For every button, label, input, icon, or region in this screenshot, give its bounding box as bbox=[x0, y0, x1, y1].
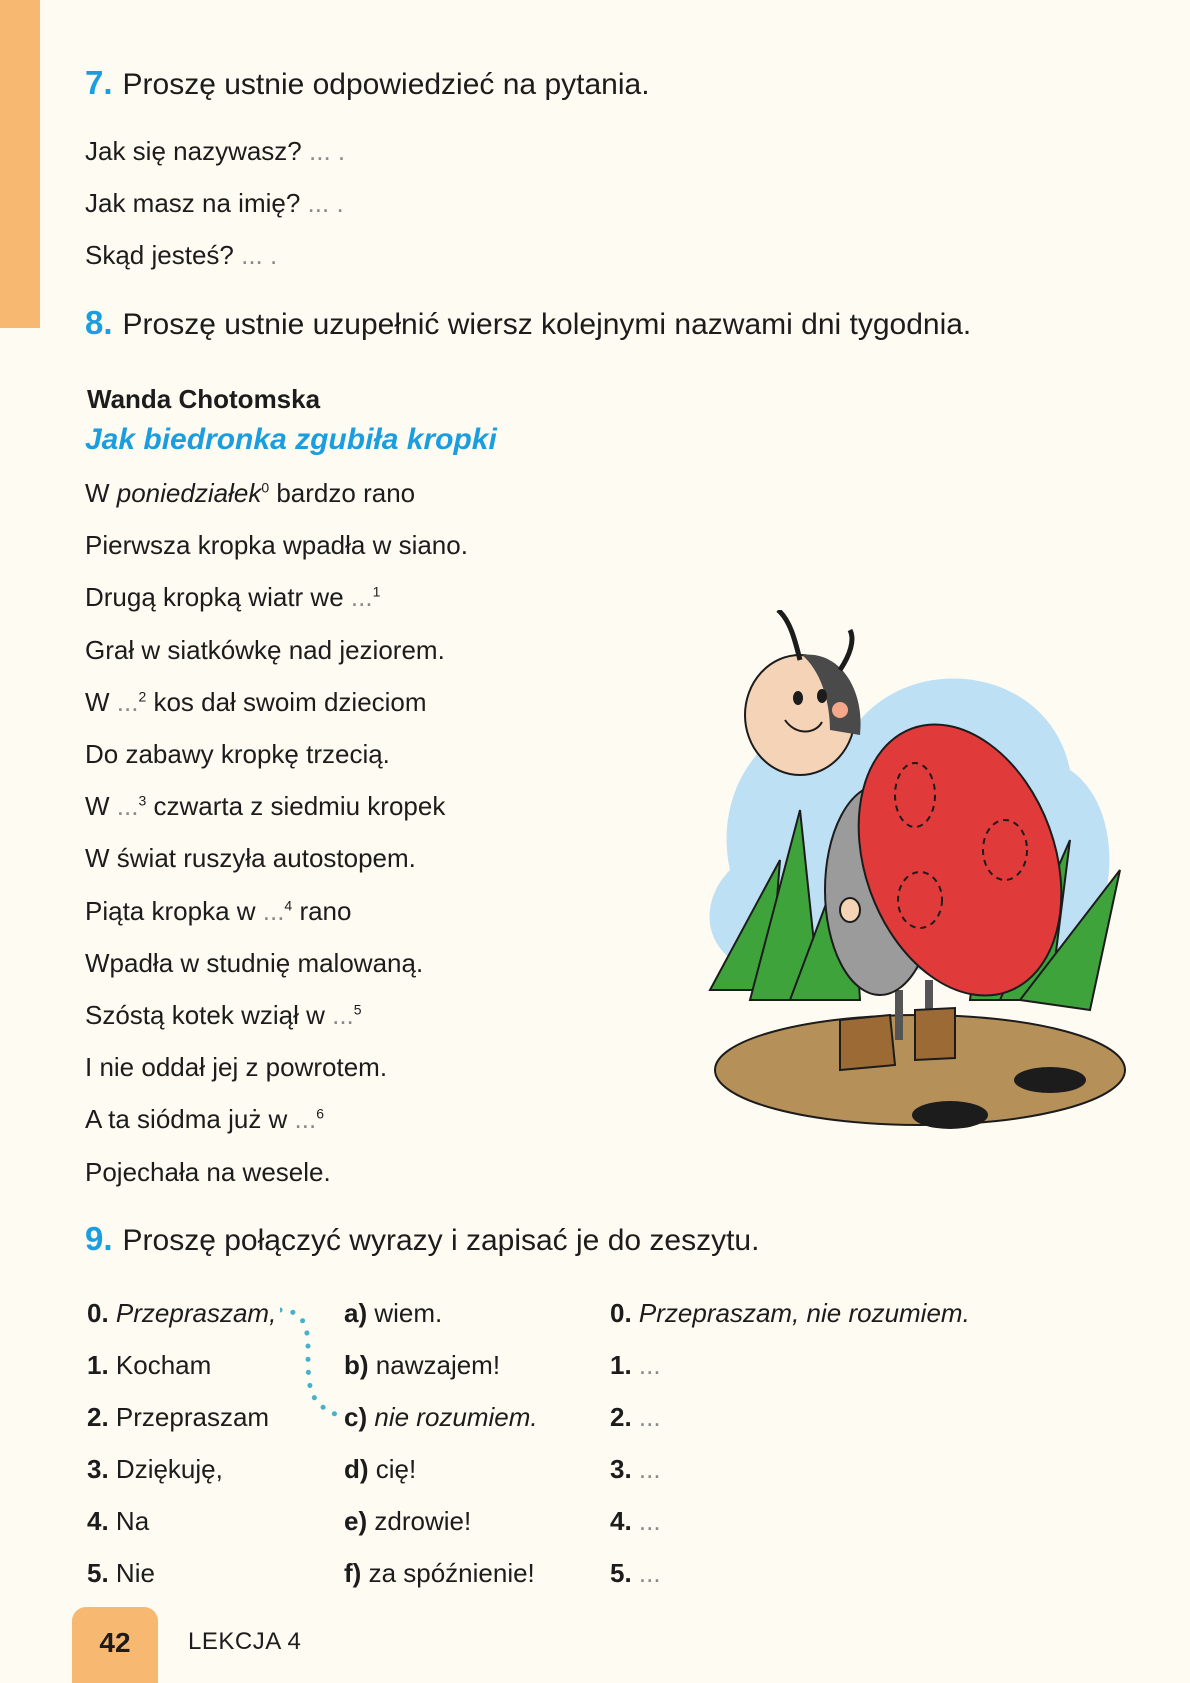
match-item-text: za spóźnienie! bbox=[368, 1558, 535, 1588]
question-line bbox=[85, 188, 344, 219]
match-item-text: Dziękuję, bbox=[115, 1454, 223, 1484]
exercise-number: 7. bbox=[85, 64, 113, 101]
match-item-left bbox=[87, 1350, 211, 1381]
poem-author: Wanda Chotomska bbox=[87, 384, 321, 414]
match-item-middle bbox=[344, 1506, 471, 1537]
match-item-text: ... bbox=[638, 1402, 661, 1432]
poem-line-sup: 6 bbox=[316, 1105, 325, 1122]
dotted-connector-line bbox=[280, 1302, 340, 1422]
answer-dots: ... . bbox=[307, 188, 344, 218]
poem-line-sup: 1 bbox=[372, 583, 381, 600]
poem-line bbox=[85, 948, 423, 979]
question-line bbox=[85, 240, 277, 271]
poem-line bbox=[85, 582, 380, 613]
match-item-middle bbox=[344, 1402, 538, 1433]
match-item-number: 0. bbox=[610, 1298, 632, 1328]
poem-line bbox=[85, 1052, 387, 1083]
question-text: Skąd jesteś? bbox=[85, 240, 234, 270]
match-item-text: Nie bbox=[115, 1558, 155, 1588]
match-item-number: 2. bbox=[87, 1402, 109, 1432]
match-item-text: ... bbox=[638, 1558, 661, 1588]
poem-line-pre: W bbox=[85, 478, 117, 508]
match-item-number: 3. bbox=[610, 1454, 632, 1484]
match-item-text: ... bbox=[638, 1506, 661, 1536]
match-item-number: 5. bbox=[87, 1558, 109, 1588]
match-item-text: zdrowie! bbox=[374, 1506, 472, 1536]
poem-line-post: bardzo rano bbox=[269, 478, 416, 508]
poem-line-sup: 3 bbox=[138, 792, 147, 809]
match-item-number: e) bbox=[344, 1506, 368, 1536]
poem-line-text: Wpadła w studnię malowaną. bbox=[85, 947, 424, 978]
match-item-number: 4. bbox=[87, 1506, 109, 1536]
match-item-right bbox=[610, 1298, 970, 1329]
poem-line-post: czwarta z siedmiu kropek bbox=[146, 791, 446, 822]
poem-line bbox=[85, 896, 351, 927]
match-item-number: 1. bbox=[87, 1350, 109, 1380]
poem-line bbox=[85, 1000, 362, 1031]
match-item-left bbox=[87, 1454, 223, 1485]
poem-line-pre: A ta siódma już w bbox=[85, 1104, 295, 1135]
poem-line-post: rano bbox=[292, 895, 352, 926]
exercise-instruction: Proszę ustnie uzupełnić wiersz kolejnymi nazwami dni tygodnia. bbox=[122, 308, 972, 341]
exercise-8-heading bbox=[85, 304, 971, 342]
poem-line bbox=[85, 1157, 331, 1188]
match-item-left bbox=[87, 1506, 149, 1537]
poem-line-post: kos dał swoim dzieciom bbox=[146, 686, 427, 717]
poem-line-text: Pojechała na wesele. bbox=[85, 1156, 331, 1187]
answer-dots: ... . bbox=[241, 240, 278, 270]
poem-line-dots: ... bbox=[294, 1104, 317, 1135]
question-line bbox=[85, 136, 345, 167]
poem-line-sup: 0 bbox=[261, 479, 270, 496]
match-item-number: f) bbox=[344, 1558, 362, 1588]
match-item-number: 0. bbox=[87, 1298, 109, 1328]
poem-line-pre: Drugą kropką wiatr we bbox=[85, 582, 351, 613]
poem-line-text: I nie oddał jej z powrotem. bbox=[85, 1052, 388, 1083]
exercise-number: 9. bbox=[85, 1220, 113, 1257]
poem-line-sup: 4 bbox=[284, 896, 293, 913]
match-item-number: b) bbox=[344, 1350, 369, 1380]
match-item-text: Przepraszam bbox=[115, 1402, 270, 1432]
match-item-number: 4. bbox=[610, 1506, 632, 1536]
poem-line-text: Pierwsza kropka wpadła w siano. bbox=[85, 530, 468, 561]
side-tab bbox=[0, 0, 40, 328]
match-item-number: 1. bbox=[610, 1350, 632, 1380]
page-number: 42 bbox=[72, 1607, 158, 1683]
poem-line-italic: poniedziałek bbox=[116, 478, 262, 508]
poem-line-pre: W bbox=[85, 791, 117, 822]
exercise-instruction: Proszę połączyć wyrazy i zapisać je do zeszytu. bbox=[122, 1224, 760, 1257]
answer-dots: ... . bbox=[309, 136, 346, 166]
match-item-text: Przepraszam, bbox=[115, 1298, 277, 1328]
poem-line-pre: Piąta kropka w bbox=[85, 895, 263, 926]
match-item-number: c) bbox=[344, 1402, 368, 1432]
poem-line-dots: ... bbox=[332, 1000, 354, 1030]
match-item-left bbox=[87, 1298, 276, 1329]
match-item-text: ... bbox=[638, 1350, 661, 1380]
poem-line-text: W świat ruszyła autostopem. bbox=[85, 843, 416, 874]
exercise-9-heading bbox=[85, 1220, 759, 1258]
poem-line bbox=[85, 1104, 324, 1135]
match-item-number: d) bbox=[344, 1454, 369, 1484]
match-item-text: nie rozumiem. bbox=[374, 1402, 538, 1432]
match-item-number: 2. bbox=[610, 1402, 632, 1432]
lesson-label: LEKCJA 4 bbox=[188, 1628, 302, 1655]
poem-line bbox=[85, 635, 445, 666]
poem-line bbox=[85, 687, 427, 718]
poem-line bbox=[85, 843, 416, 874]
poem-title: Jak biedronka zgubiła kropki bbox=[85, 423, 497, 456]
poem-line-pre: Szóstą kotek wziął w bbox=[85, 1000, 333, 1030]
poem-line-pre: W bbox=[85, 686, 117, 717]
match-item-text: cię! bbox=[375, 1454, 417, 1484]
match-item-right bbox=[610, 1402, 661, 1433]
poem-line bbox=[85, 739, 390, 770]
match-item-number: a) bbox=[344, 1298, 368, 1328]
ladybug-illustration bbox=[690, 610, 1130, 1150]
match-item-middle bbox=[344, 1558, 535, 1589]
poem-line-text: Do zabawy kropkę trzecią. bbox=[85, 739, 390, 769]
poem-line-dots: ... bbox=[262, 895, 285, 926]
match-item-left bbox=[87, 1558, 155, 1589]
poem-line-dots: ... bbox=[350, 582, 373, 613]
exercise-7-heading bbox=[85, 64, 650, 102]
question-text: Jak masz na imię? bbox=[85, 188, 301, 218]
poem-line bbox=[85, 478, 415, 509]
match-item-middle bbox=[344, 1350, 500, 1381]
poem-line-text: Grał w siatkówkę nad jeziorem. bbox=[85, 634, 445, 665]
poem-line-sup: 5 bbox=[353, 1001, 362, 1018]
match-item-right bbox=[610, 1506, 661, 1537]
match-item-text: ... bbox=[638, 1454, 661, 1484]
match-item-text: wiem. bbox=[374, 1298, 443, 1328]
match-item-text: Na bbox=[115, 1506, 150, 1536]
poem-line-dots: ... bbox=[116, 791, 139, 822]
match-item-left bbox=[87, 1402, 269, 1433]
exercise-instruction: Proszę ustnie odpowiedzieć na pytania. bbox=[122, 68, 650, 101]
match-item-right bbox=[610, 1558, 661, 1589]
match-item-right bbox=[610, 1350, 661, 1381]
match-item-text: Kocham bbox=[115, 1350, 212, 1380]
exercise-number: 8. bbox=[85, 304, 113, 341]
poem-line bbox=[85, 530, 468, 561]
question-text: Jak się nazywasz? bbox=[85, 136, 302, 166]
match-item-middle bbox=[344, 1298, 442, 1329]
poem-line bbox=[85, 791, 445, 822]
match-item-right bbox=[610, 1454, 661, 1485]
poem-line-dots: ... bbox=[116, 686, 139, 717]
match-item-number: 5. bbox=[610, 1558, 632, 1588]
match-item-middle bbox=[344, 1454, 416, 1485]
match-item-text: nawzajem! bbox=[375, 1350, 501, 1380]
poem-line-sup: 2 bbox=[138, 688, 147, 705]
match-item-text: Przepraszam, nie rozumiem. bbox=[638, 1298, 970, 1328]
match-item-number: 3. bbox=[87, 1454, 109, 1484]
